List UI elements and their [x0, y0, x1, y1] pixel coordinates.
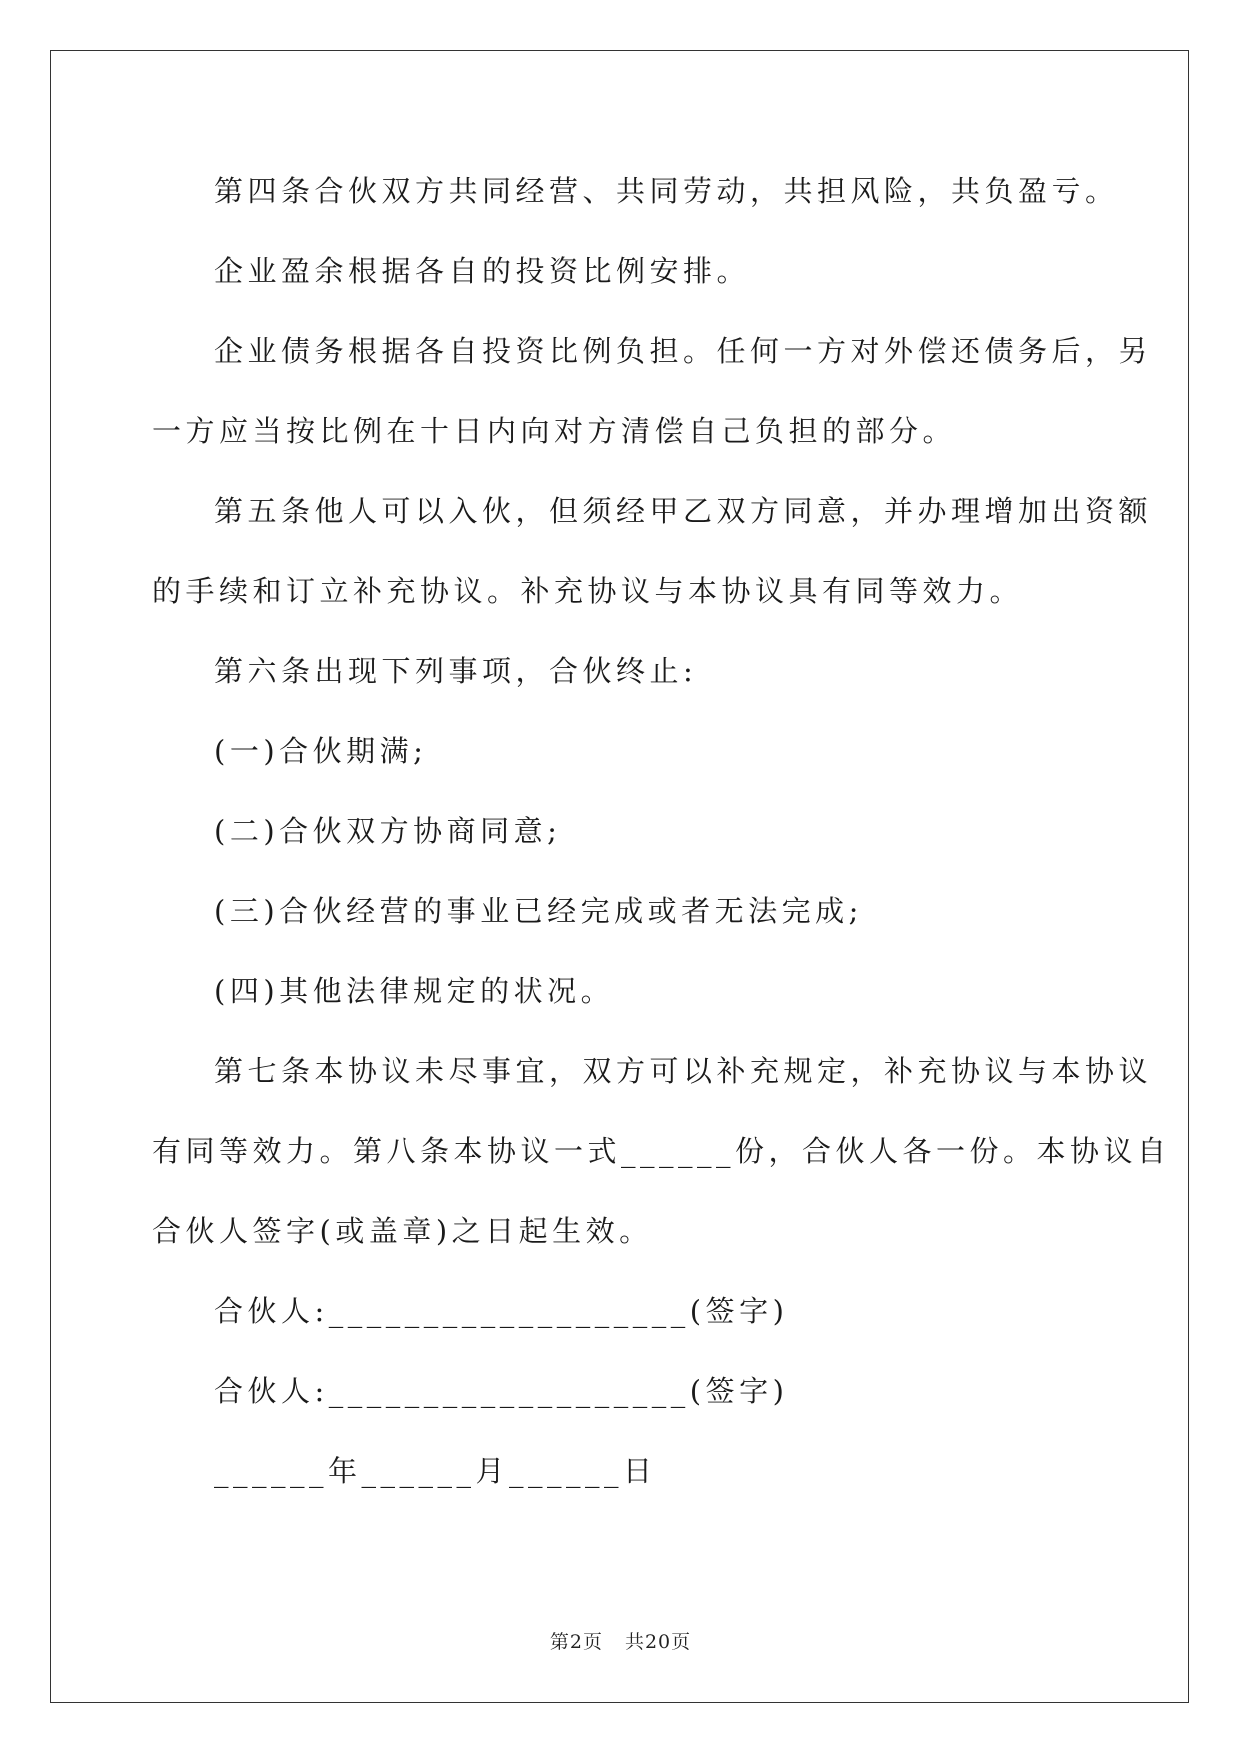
page-total: 共20页 — [624, 1631, 692, 1653]
list-item-4: (四)其他法律规定的状况。 — [214, 974, 615, 1008]
page-number: 第2页 — [549, 1631, 603, 1653]
paragraph-article-6: 第六条出现下列事项，合伙终止: — [214, 654, 698, 688]
date-line: ______年______月______日 — [214, 1454, 657, 1488]
paragraph-article-5-line2: 的手续和订立补充协议。补充协议与本协议具有同等效力。 — [152, 574, 1024, 608]
signature-line-2: 合伙人:___________________(签字) — [214, 1374, 789, 1408]
paragraph-article-5-line1: 第五条他人可以入伙，但须经甲乙双方同意，并办理增加出资额 — [214, 494, 1153, 528]
paragraph-debt-line2: 一方应当按比例在十日内向对方清偿自己负担的部分。 — [152, 414, 957, 448]
page-footer — [0, 1627, 1241, 1654]
paragraph-article-7-line3: 合伙人签字(或盖章)之日起生效。 — [152, 1214, 653, 1248]
paragraph-article-7-line2: 有同等效力。第八条本协议一式______份，合伙人各一份。本协议自 — [152, 1134, 1171, 1168]
paragraph-article-7-line1: 第七条本协议未尽事宜，双方可以补充规定，补充协议与本协议 — [214, 1054, 1153, 1088]
paragraph-article-4: 第四条合伙双方共同经营、共同劳动，共担风险，共负盈亏。 — [214, 174, 1119, 208]
list-item-3: (三)合伙经营的事业已经完成或者无法完成; — [214, 894, 863, 928]
list-item-2: (二)合伙双方协商同意; — [214, 814, 562, 848]
paragraph-debt-line1: 企业债务根据各自投资比例负担。任何一方对外偿还债务后，另 — [214, 334, 1153, 368]
paragraph-surplus: 企业盈余根据各自的投资比例安排。 — [214, 254, 751, 288]
signature-line-1: 合伙人:___________________(签字) — [214, 1294, 789, 1328]
list-item-1: (一)合伙期满; — [214, 734, 428, 768]
